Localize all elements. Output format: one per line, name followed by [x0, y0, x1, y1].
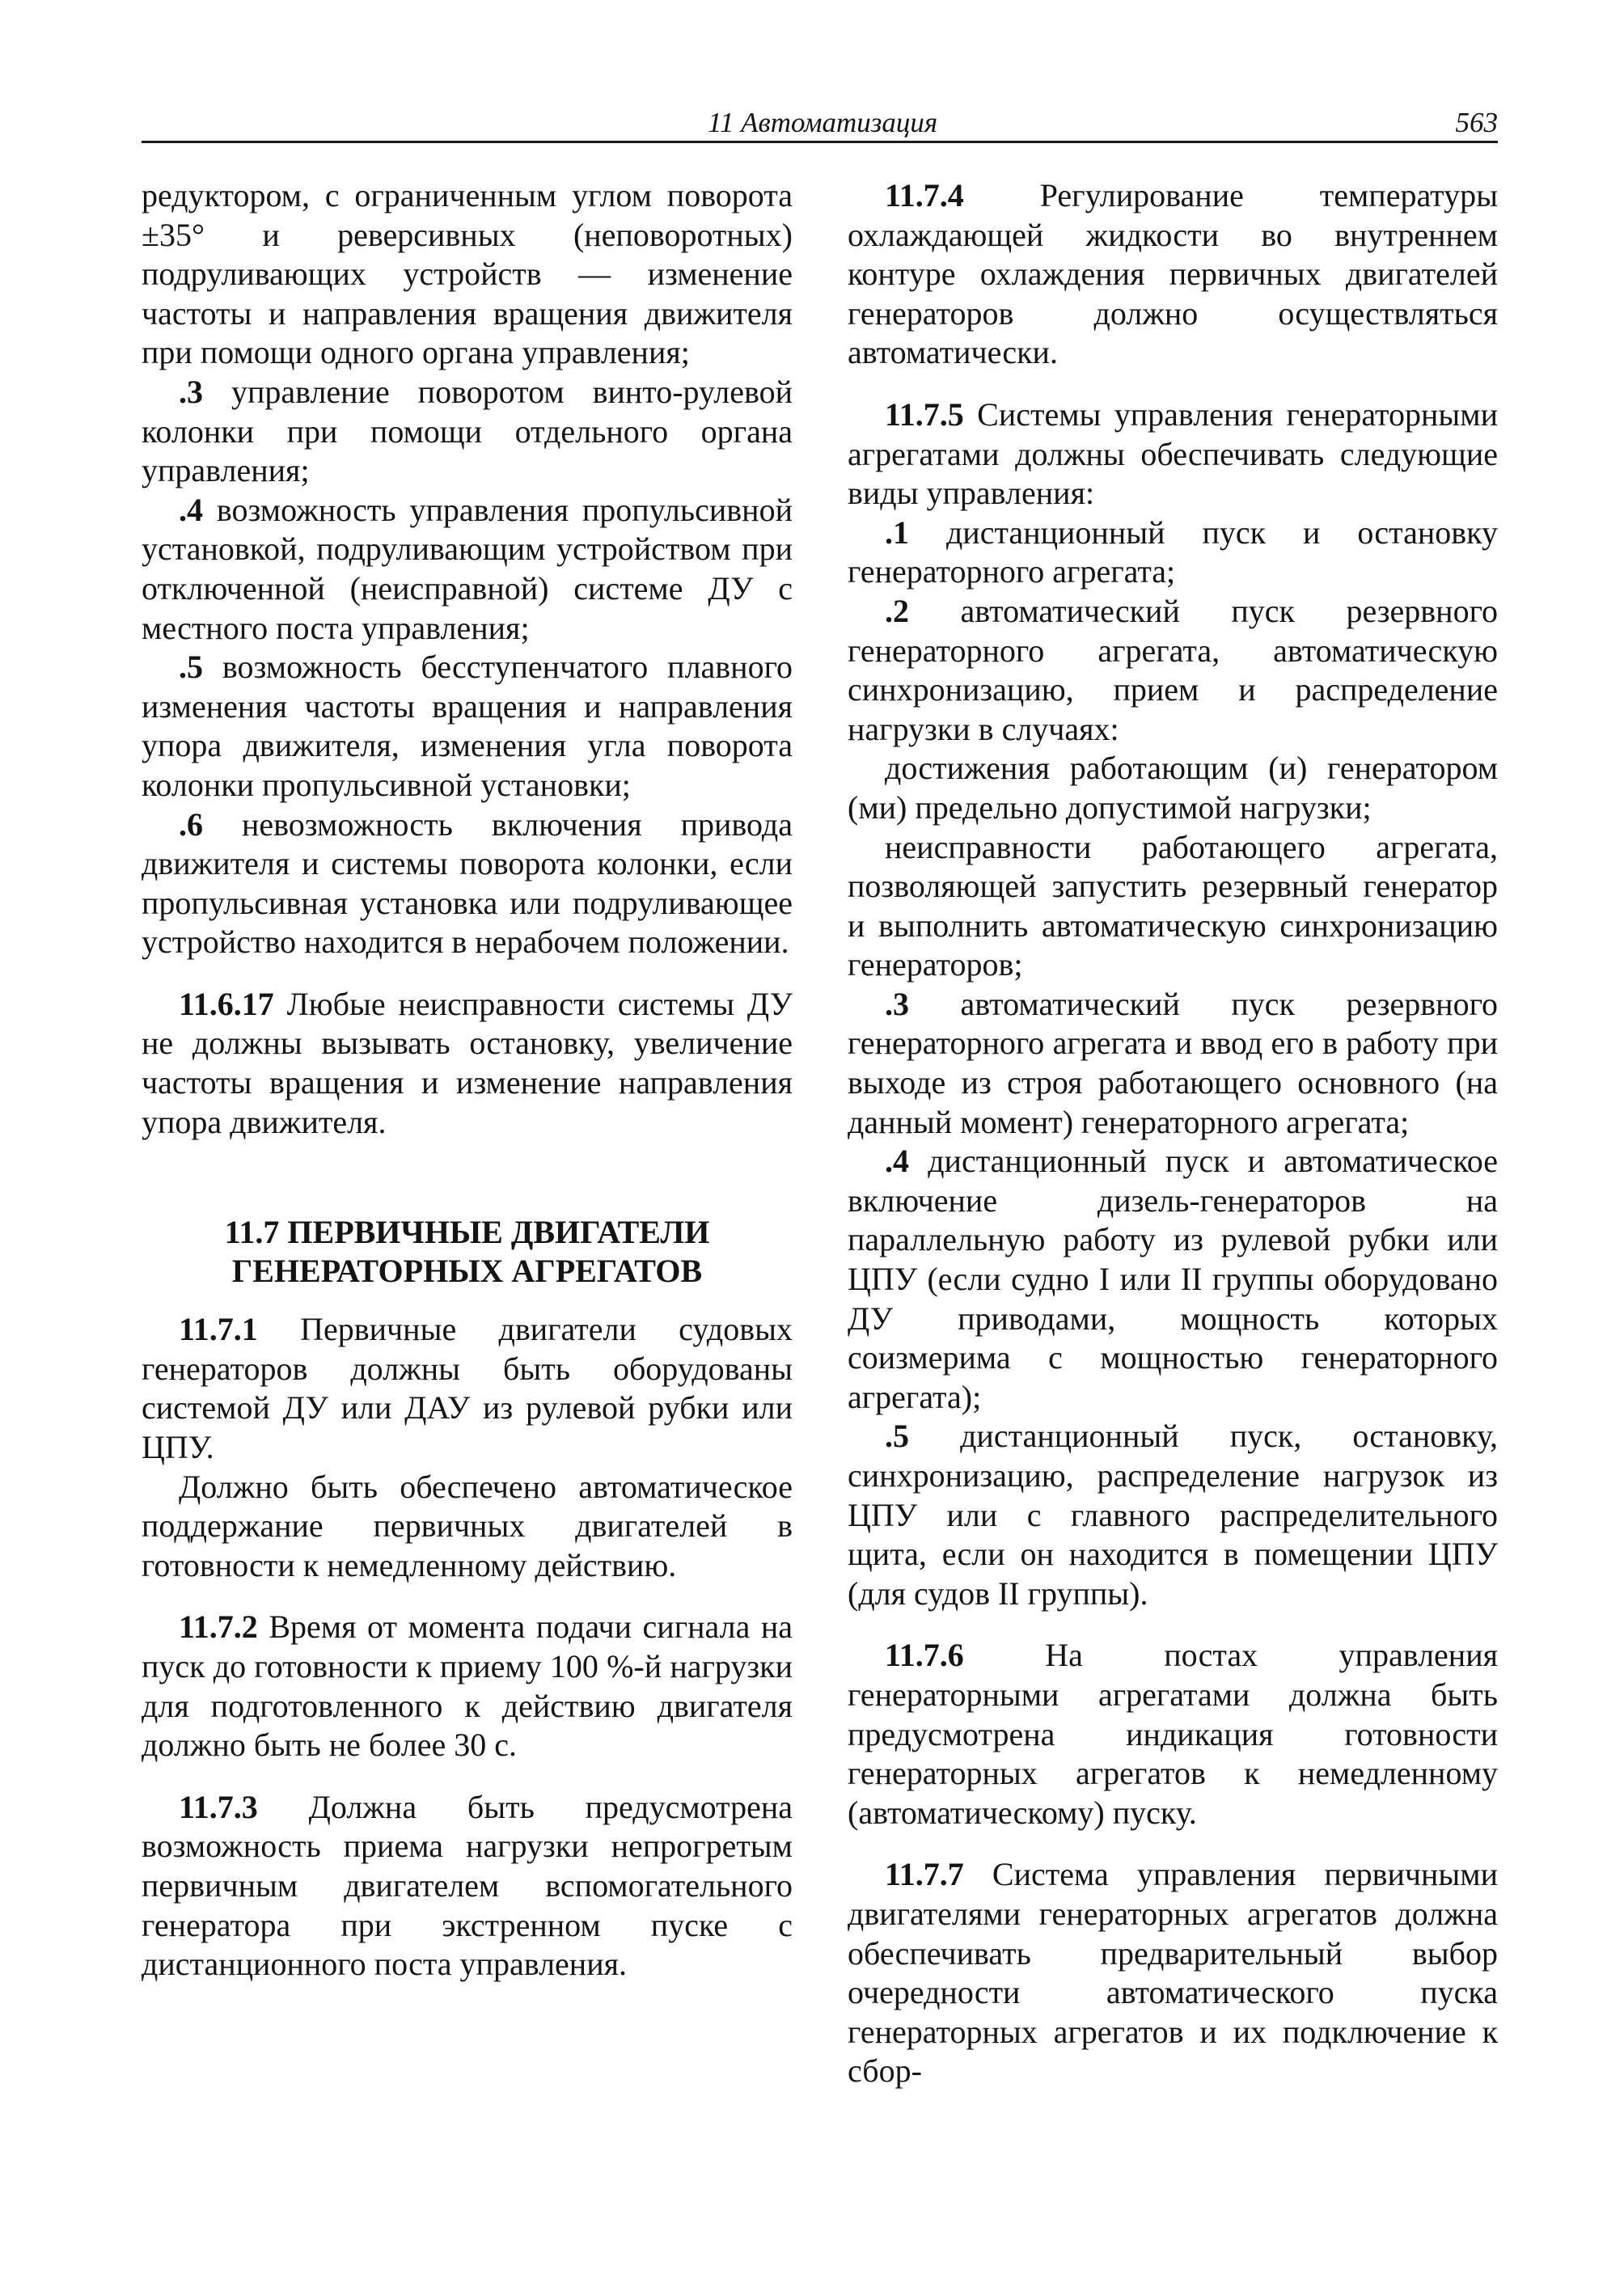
- list-item-2-case-a: достижения работающим (и) генератором (ми) предельно допустимой нагрузки;: [848, 750, 1498, 826]
- item-text: дистанционный пуск и автоматическое включение дизель-генераторов на параллельную работу из рулевой рубки или ЦПУ (если судно I или II группы оборудовано ДУ приводами, мощность которых соизмерима с мощностью генераторного агрегата);: [848, 1143, 1499, 1415]
- paragraph-11-7-6: [848, 1636, 1498, 1832]
- list-item-2-case-b: неисправности работающего агрегата, позволяющей запустить резервный генератор и выполнить автоматическую синхронизацию генераторов;: [848, 828, 1498, 983]
- clause-text: Регулирование температуры охлаждающей жидкости во внутреннем контуре охлаждения первичных двигателей генераторов должно осуществляться автоматически.: [848, 177, 1498, 371]
- clause-number: 11.7.6: [885, 1637, 964, 1674]
- item-text: дистанционный пуск, остановку, синхронизацию, распределение нагрузок из ЦПУ или с главного распределительного щита, если он находится в помещении ЦПУ (для судов II группы).: [848, 1418, 1498, 1612]
- section-heading: [142, 1213, 793, 1291]
- page-number: 563: [1455, 107, 1498, 138]
- paragraph-11-7-7: [848, 1855, 1498, 2091]
- clause-number: 11.7.2: [179, 1608, 258, 1646]
- clause-number: 11.7.1: [179, 1311, 258, 1348]
- chapter-title: 11 Автоматизация: [708, 107, 938, 138]
- clause-number: 11.7.4: [885, 177, 964, 213]
- paragraph-11-7-5: [848, 395, 1498, 514]
- list-item-3: [848, 985, 1498, 1142]
- left-column: [142, 176, 793, 1985]
- paragraph-11-7-1: [142, 1310, 793, 1467]
- paragraph-11-7-3: [142, 1788, 793, 1985]
- clause-number: 11.7.3: [179, 1788, 258, 1825]
- item-number: .5: [179, 649, 203, 686]
- clause-text: Должна быть предусмотрена возможность приема нагрузки непрогретым первичным двигателем вспомогательного генератора при экстренном пуске с дистанционного поста управления.: [142, 1788, 793, 1983]
- paragraph-11-6-17: [142, 985, 793, 1142]
- item-number: .2: [885, 592, 909, 629]
- item-text: возможность бесступенчатого плавного изменения частоты вращения и направления упора движителя, изменения угла поворота колонки пропульсивной установки;: [142, 649, 793, 803]
- list-item-2: [848, 592, 1498, 749]
- list-item-5: [848, 1417, 1498, 1613]
- list-item-4: [142, 491, 793, 648]
- item-number: .4: [885, 1143, 909, 1180]
- item-number: .1: [885, 514, 909, 551]
- clause-text: Время от момента подачи сигнала на пуск до готовности к приему 100 %-й нагрузки для подготовленного к действию двигателя должно быть не более 30 с.: [142, 1608, 793, 1764]
- item-text: управление поворотом винто-рулевой колонки при помощи отдельного органа управления;: [142, 373, 793, 489]
- item-text: автоматический пуск резервного генераторного агрегата, автоматическую синхронизацию, прием и распределение нагрузки в случаях:: [848, 592, 1498, 747]
- clause-text: На постах управления генераторными агрегатами должна быть предусмотрена индикация готовности генераторных агрегатов к немедленному (автоматическому) пуску.: [848, 1637, 1499, 1831]
- section-heading-line-1: 11.7 ПЕРВИЧНЫЕ ДВИГАТЕЛИ: [224, 1214, 710, 1251]
- item-number: .5: [885, 1418, 909, 1455]
- running-header: [142, 104, 1498, 143]
- paragraph-11-7-2: [142, 1608, 793, 1765]
- clause-text: Первичные двигатели судовых генераторов должны быть оборудованы системой ДУ или ДАУ из рулевой рубки или ЦПУ.: [142, 1311, 793, 1466]
- paragraph-11-7-4: [848, 176, 1498, 373]
- paragraph-11-7-1-continued: Должно быть обеспечено автоматическое поддержание первичных двигателей в готовности к немедленному действию.: [142, 1468, 793, 1583]
- item-number: .3: [885, 985, 909, 1022]
- list-item-3: [142, 373, 793, 491]
- item-number: .6: [179, 805, 203, 843]
- item-number: .4: [179, 491, 203, 528]
- section-heading-line-2: ГЕНЕРАТОРНЫХ АГРЕГАТОВ: [231, 1253, 703, 1290]
- list-item-6: [142, 805, 793, 962]
- item-number: .3: [179, 373, 203, 410]
- paragraph-continuation: редуктором, с ограниченным углом поворота ±35° и реверсивных (неповоротных) подруливающих устройств — изменение частоты и направления вращения движителя при помощи одного органа управления;: [142, 177, 793, 371]
- clause-text: Системы управления генераторными агрегатами должны обеспечивать следующие виды управления:: [848, 395, 1498, 512]
- list-item-4: [848, 1142, 1498, 1417]
- item-text: возможность управления пропульсивной установкой, подруливающим устройством при отключенной (неисправной) системе ДУ с местного поста управления;: [142, 491, 793, 646]
- right-column: [848, 176, 1498, 2091]
- clause-number: 11.7.7: [885, 1856, 964, 1893]
- clause-number: 11.7.5: [885, 395, 964, 433]
- item-text: автоматический пуск резервного генераторного агрегата и ввод его в работу при выходе из строя работающего основного (на данный момент) генераторного агрегата;: [848, 985, 1498, 1140]
- item-text: дистанционный пуск и остановку генераторного агрегата;: [848, 514, 1498, 590]
- clause-number: 11.6.17: [179, 985, 274, 1022]
- clause-text: Любые неисправности системы ДУ не должны вызывать остановку, увеличение частоты вращения и изменение направления упора движителя.: [142, 985, 793, 1140]
- clause-text: Система управления первичными двигателями генераторных агрегатов должна обеспечивать предварительный выбор очередности автоматического пуска генераторных агрегатов и их подключение к сбор-: [848, 1856, 1498, 2090]
- list-item-5: [142, 648, 793, 805]
- item-text: невозможность включения привода движителя и системы поворота колонки, если пропульсивная установка или подруливающее устройство находится в нерабочем положении.: [142, 805, 793, 961]
- list-item-1: [848, 514, 1498, 592]
